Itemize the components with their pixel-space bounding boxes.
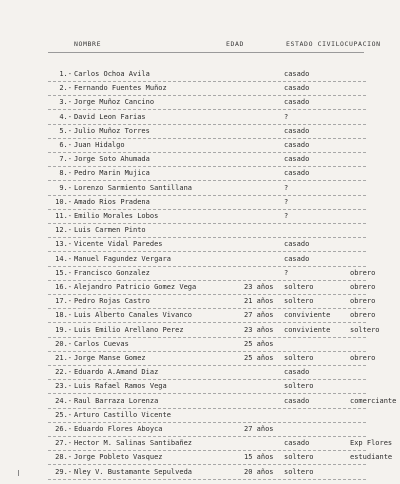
occupation: Exp Flores bbox=[350, 439, 393, 448]
row-number: 24.- bbox=[55, 396, 72, 405]
civil-status: conviviente bbox=[284, 325, 331, 334]
person-age: 15 años bbox=[244, 453, 274, 462]
person-name: Alejandro Patricio Gomez Vega bbox=[74, 283, 197, 291]
row-number: 8.- bbox=[59, 169, 72, 178]
row-rule bbox=[48, 138, 366, 139]
row-rule bbox=[48, 237, 366, 238]
row-number: 29.- bbox=[55, 467, 72, 476]
civil-status: ? bbox=[284, 183, 289, 192]
person-name: Luis Alberto Canales Vivanco bbox=[74, 311, 193, 320]
occupation: soltero bbox=[350, 325, 380, 334]
row-rule bbox=[48, 294, 366, 295]
person-age: 25 años bbox=[244, 339, 274, 348]
person-name: Vicente Vidal Paredes bbox=[74, 240, 163, 249]
row-number: 23.- bbox=[55, 382, 72, 391]
occupation: estudiante bbox=[350, 453, 393, 462]
row-number: 5.- bbox=[59, 126, 72, 135]
person-age: 25 años bbox=[244, 354, 274, 362]
person-age: 23 años bbox=[244, 283, 274, 291]
civil-status: ? bbox=[284, 197, 289, 206]
header-rule bbox=[48, 52, 364, 53]
civil-status: casado bbox=[284, 368, 310, 377]
margin-mark bbox=[18, 470, 25, 476]
person-name: Luis Carmen Pinto bbox=[74, 226, 146, 235]
person-name: Raul Barraza Lorenza bbox=[74, 396, 159, 405]
row-rule bbox=[48, 393, 366, 394]
row-number: 28.- bbox=[55, 453, 72, 462]
occupation: obrero bbox=[350, 297, 376, 306]
row-rule bbox=[48, 251, 366, 252]
row-rule bbox=[48, 180, 366, 181]
row-rule bbox=[48, 195, 366, 196]
civil-status: ? bbox=[284, 112, 289, 121]
row-rule bbox=[48, 95, 366, 96]
person-name: Carlos Cuevas bbox=[74, 339, 129, 348]
row-number: 21.- bbox=[55, 354, 72, 362]
row-number: 2.- bbox=[59, 84, 72, 93]
civil-status: casado bbox=[284, 126, 310, 135]
row-rule bbox=[48, 280, 366, 281]
row-number: 27.- bbox=[55, 439, 72, 448]
row-number: 16.- bbox=[55, 283, 72, 291]
row-number: 18.- bbox=[55, 311, 72, 320]
civil-status: casado bbox=[284, 141, 310, 149]
row-rule bbox=[48, 322, 366, 323]
civil-status: casado bbox=[284, 254, 310, 263]
row-number: 14.- bbox=[55, 254, 72, 263]
header-name-column: NOMBRE bbox=[74, 40, 102, 48]
person-name: Eduardo A.Amand Diaz bbox=[74, 368, 159, 377]
person-name: Nley V. Bustamante Sepulveda bbox=[74, 467, 193, 476]
person-name: Emilio Morales Lobos bbox=[74, 212, 159, 220]
row-rule bbox=[48, 308, 366, 309]
person-name: David Leon Farias bbox=[74, 112, 146, 121]
civil-status: soltero bbox=[284, 467, 314, 476]
row-rule bbox=[48, 450, 366, 451]
row-rule bbox=[48, 464, 366, 465]
row-rule bbox=[48, 408, 366, 409]
row-rule bbox=[48, 379, 366, 380]
person-name: Amado Rios Pradena bbox=[74, 197, 150, 206]
row-rule bbox=[48, 337, 366, 338]
person-name: Pedro Marin Mujica bbox=[74, 169, 150, 178]
occupation: obrero bbox=[350, 283, 376, 291]
row-rule bbox=[48, 209, 366, 210]
row-rule bbox=[48, 81, 366, 82]
person-name: Julio Muñoz Torres bbox=[74, 126, 150, 135]
header-age-column: EDAD bbox=[226, 40, 245, 48]
civil-status: casado bbox=[284, 396, 310, 405]
person-name: Francisco Gonzalez bbox=[74, 268, 150, 277]
row-rule bbox=[48, 266, 366, 267]
row-rule bbox=[48, 436, 366, 437]
row-number: 3.- bbox=[59, 98, 72, 107]
row-rule bbox=[48, 152, 366, 153]
row-number: 11.- bbox=[55, 212, 72, 220]
civil-status: conviviente bbox=[284, 311, 331, 320]
person-age: 21 años bbox=[244, 297, 274, 306]
civil-status: soltero bbox=[284, 297, 314, 306]
person-name: Carlos Ochoa Avila bbox=[74, 70, 150, 78]
row-number: 22.- bbox=[55, 368, 72, 377]
row-number: 1.- bbox=[59, 70, 72, 78]
civil-status: casado bbox=[284, 84, 310, 93]
person-name: Jorge Soto Ahumada bbox=[74, 155, 150, 164]
civil-status: casado bbox=[284, 439, 310, 448]
civil-status: casado bbox=[284, 70, 310, 78]
row-rule bbox=[48, 351, 366, 352]
person-name: Juan Hidalgo bbox=[74, 141, 125, 149]
row-number: 4.- bbox=[59, 112, 72, 121]
row-number: 13.- bbox=[55, 240, 72, 249]
person-name: Jorge Muñoz Cancino bbox=[74, 98, 155, 107]
civil-status: soltero bbox=[284, 354, 314, 362]
row-number: 7.- bbox=[59, 155, 72, 164]
row-number: 9.- bbox=[59, 183, 72, 192]
row-rule bbox=[48, 365, 366, 366]
row-rule bbox=[48, 223, 366, 224]
row-number: 10.- bbox=[55, 197, 72, 206]
header-occupation-column: OCUPACION bbox=[340, 40, 381, 48]
person-name: Pedro Rojas Castro bbox=[74, 297, 150, 306]
person-name: Arturo Castillo Vicente bbox=[74, 410, 171, 419]
civil-status: casado bbox=[284, 98, 310, 107]
header-civil-status-column: ESTADO CIVIL bbox=[286, 40, 341, 48]
person-name: Lorenzo Sarmiento Santillana bbox=[74, 183, 193, 192]
person-name: Eduardo Flores Aboyca bbox=[74, 425, 163, 433]
row-number: 26.- bbox=[55, 425, 72, 433]
person-name: Luis Rafael Ramos Vega bbox=[74, 382, 167, 391]
civil-status: casado bbox=[284, 155, 310, 164]
row-rule bbox=[48, 166, 366, 167]
person-name: Jorge Manse Gomez bbox=[74, 354, 146, 362]
row-number: 19.- bbox=[55, 325, 72, 334]
person-age: 27 años bbox=[244, 425, 274, 433]
civil-status: ? bbox=[284, 212, 289, 220]
row-number: 12.- bbox=[55, 226, 72, 235]
row-number: 6.- bbox=[59, 141, 72, 149]
person-name: Fernando Fuentes Muñoz bbox=[74, 84, 167, 93]
civil-status: ? bbox=[284, 268, 289, 277]
person-age: 20 años bbox=[244, 467, 274, 476]
row-number: 20.- bbox=[55, 339, 72, 348]
person-name: Manuel Fagundez Vergara bbox=[74, 254, 171, 263]
row-rule bbox=[48, 422, 366, 423]
person-name: Hector M. Salinas Santibañez bbox=[74, 439, 193, 448]
civil-status: casado bbox=[284, 240, 310, 249]
row-rule bbox=[48, 109, 366, 110]
person-age: 23 años bbox=[244, 325, 274, 334]
occupation: obrero bbox=[350, 311, 376, 320]
occupation: comerciante bbox=[350, 396, 397, 405]
row-rule bbox=[48, 124, 366, 125]
occupation: obrero bbox=[350, 354, 376, 362]
civil-status: soltero bbox=[284, 382, 314, 391]
row-number: 15.- bbox=[55, 268, 72, 277]
row-number: 17.- bbox=[55, 297, 72, 306]
person-name: Jorge Pobleto Vasquez bbox=[74, 453, 163, 462]
civil-status: soltero bbox=[284, 283, 314, 291]
table-row bbox=[0, 468, 400, 484]
person-name: Luis Emilio Arellano Perez bbox=[74, 325, 184, 334]
occupation: obrero bbox=[350, 268, 376, 277]
civil-status: casado bbox=[284, 169, 310, 178]
civil-status: soltero bbox=[284, 453, 314, 462]
person-age: 27 años bbox=[244, 311, 274, 320]
row-number: 25.- bbox=[55, 410, 72, 419]
